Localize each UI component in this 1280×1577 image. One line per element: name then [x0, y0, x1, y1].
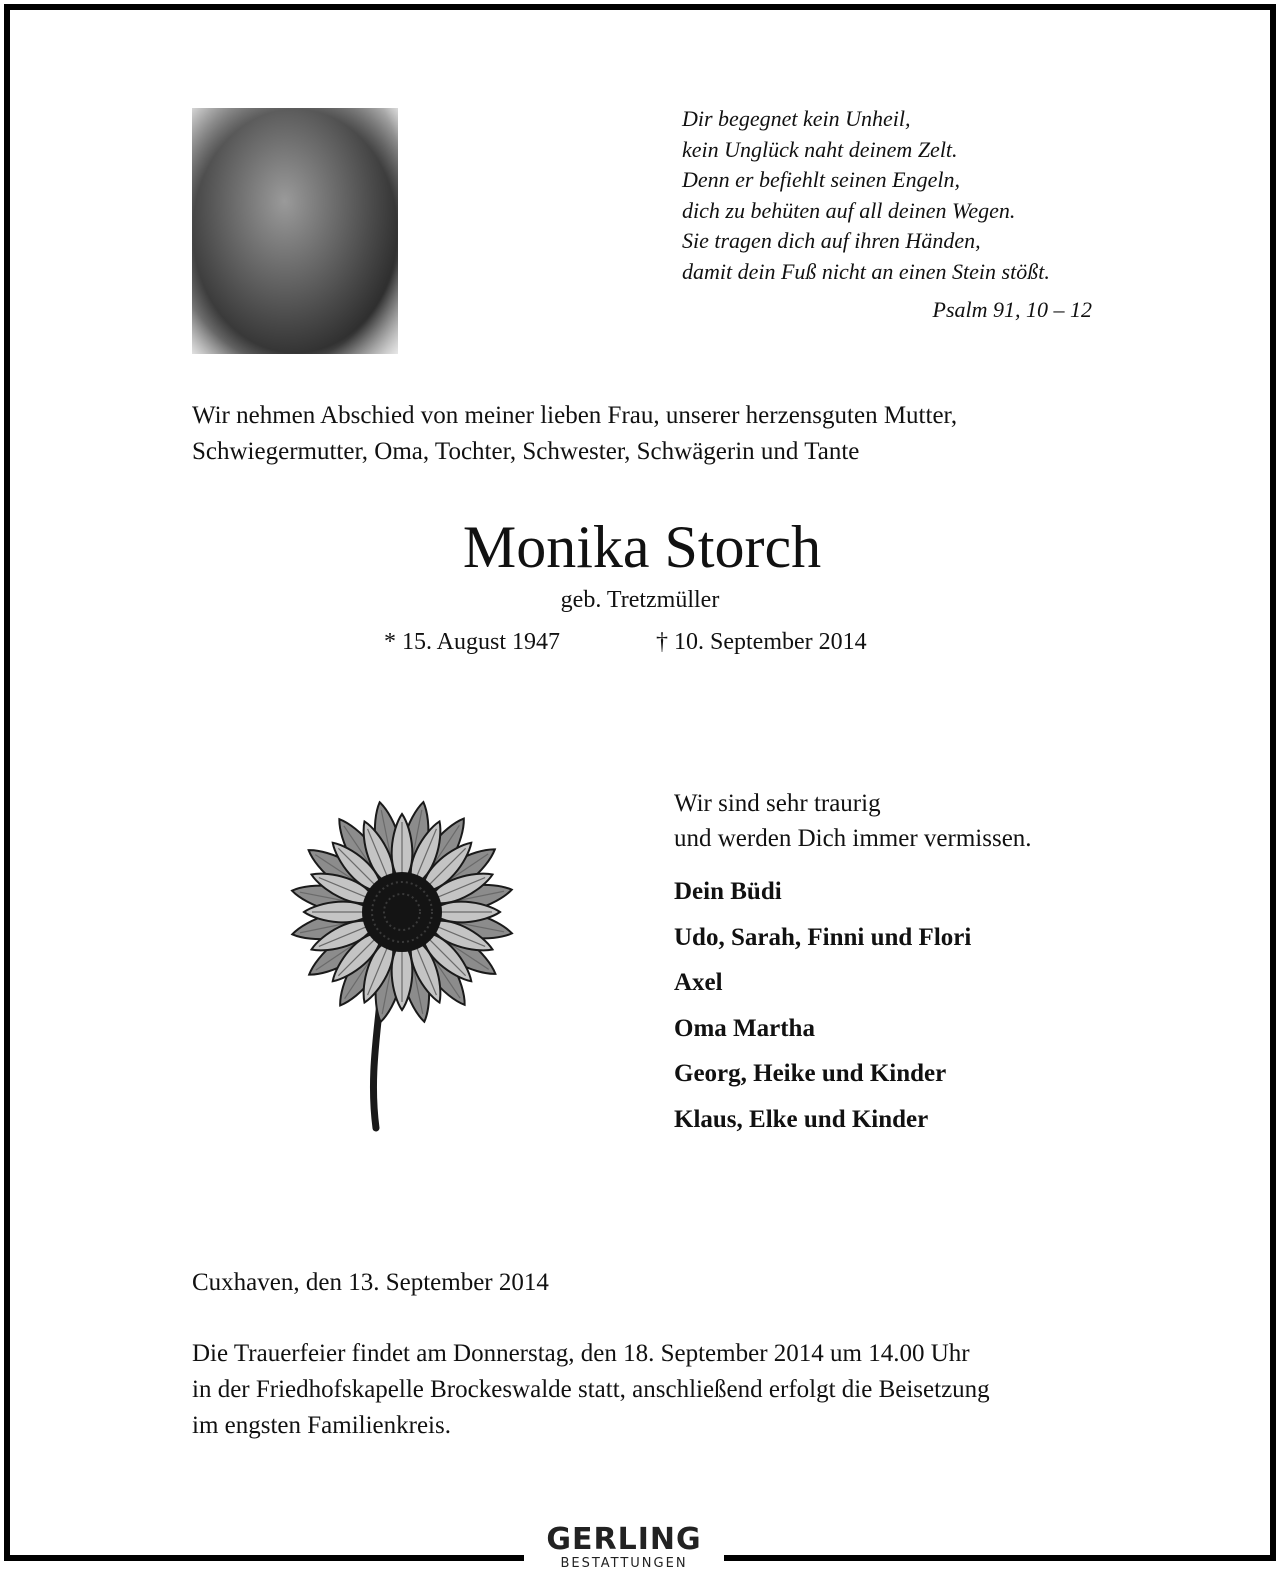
family-member: Klaus, Elke und Kinder: [674, 1105, 929, 1133]
funeral-home-logo: [524, 1524, 724, 1577]
death-date: † 10. September 2014: [656, 629, 867, 655]
psalm-line: Dir begegnet kein Unheil,: [682, 106, 911, 131]
family-member: Dein Büdi: [674, 878, 782, 905]
logo-subtitle: BESTATTUNGEN: [560, 1556, 688, 1571]
family-member: Georg, Heike und Kinder: [674, 1060, 947, 1087]
ceremony-line: Die Trauerfeier findet am Donnerstag, den 18. September 2014 um 14.00 Uhr: [192, 1340, 970, 1367]
psalm-line: Sie tragen dich auf ihren Händen,: [682, 228, 981, 253]
family-list: [674, 874, 1114, 1147]
portrait-photo: [192, 108, 398, 354]
family-member: Oma Martha: [674, 1014, 815, 1042]
psalm-reference: Psalm 91, 10 – 12: [932, 297, 1092, 322]
maiden-name: geb. Tretzmüller: [560, 587, 720, 613]
family-member: Axel: [674, 969, 723, 996]
place-and-date: Cuxhaven, den 13. September 2014: [192, 1269, 549, 1296]
deceased-name: Monika Storch: [462, 514, 822, 580]
mourning-line: und werden Dich immer vermissen.: [674, 825, 1032, 852]
birth-date: * 15. August 1947: [384, 629, 561, 655]
family-member: Udo, Sarah, Finni und Flori: [674, 923, 972, 951]
psalm-line: dich zu behüten auf all deinen Wegen.: [682, 197, 1016, 223]
sunflower-icon: [284, 792, 524, 1132]
ceremony-line: in der Friedhofskapelle Brockeswalde statt, anschließend erfolgt die Beisetzung: [192, 1376, 990, 1403]
ceremony-info: [192, 1336, 1112, 1444]
intro-line: Schwiegermutter, Oma, Tochter, Schwester, Schwägerin und Tante: [192, 438, 860, 465]
psalm-line: damit dein Fuß nicht an einen Stein stößt.: [682, 258, 1050, 284]
psalm-quote: [682, 104, 1092, 326]
mourning-message: [674, 786, 1114, 856]
psalm-line: kein Unglück naht deinem Zelt.: [682, 136, 958, 162]
mourning-line: Wir sind sehr traurig: [674, 790, 881, 817]
psalm-line: Denn er befiehlt seinen Engeln,: [682, 167, 960, 192]
intro-line: Wir nehmen Abschied von meiner lieben Frau, unserer herzensguten Mutter,: [192, 402, 958, 429]
ceremony-line: im engsten Familienkreis.: [192, 1412, 451, 1439]
logo-name: GERLING: [546, 1522, 702, 1557]
farewell-intro: [192, 398, 1102, 470]
